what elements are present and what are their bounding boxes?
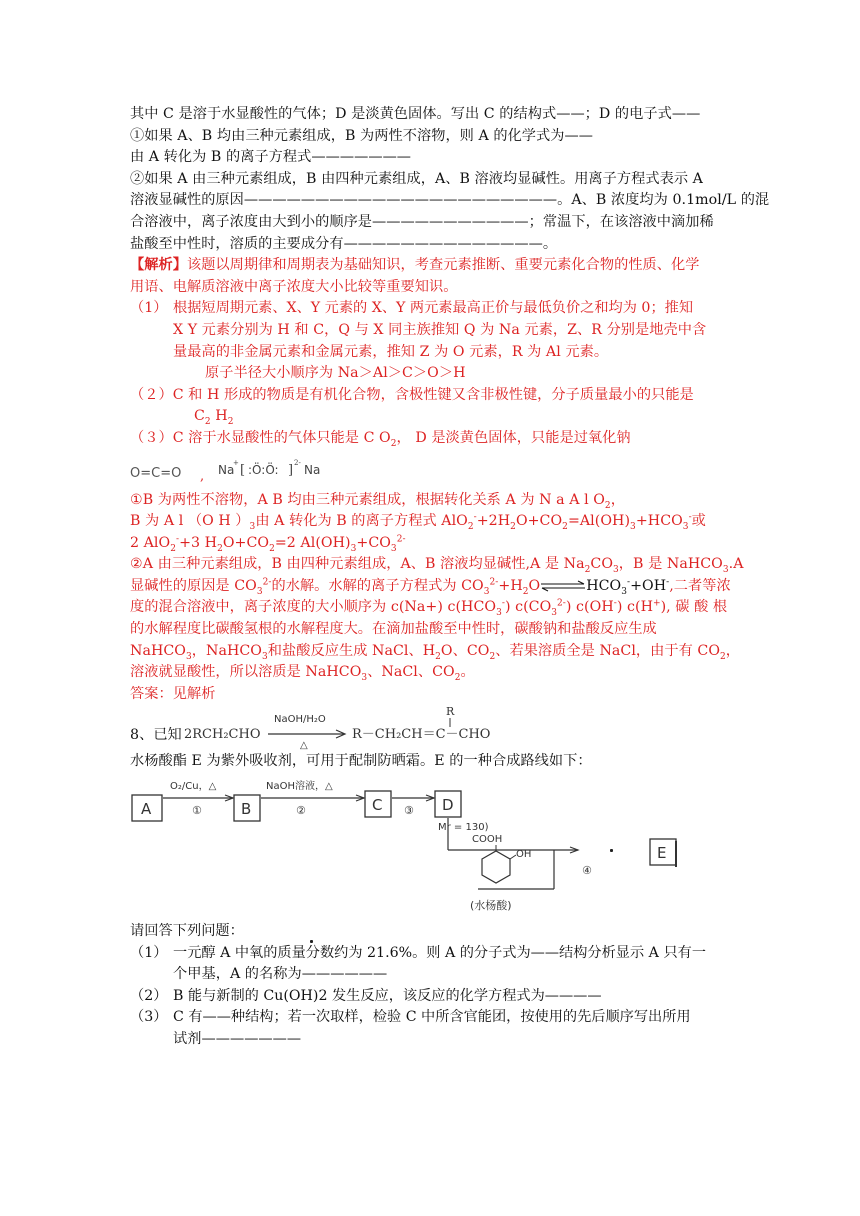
synthesis-route [130, 773, 736, 921]
analysis-line: 【解析】该题以周期律和周期表为基础知识，考查元素推断、重要元素化合物的性质、化学 [130, 257, 700, 274]
analysis-part-2: （２）C 和 H 形成的物质是有机化合物，含极性键又含非极性键，分子质量最小的只能是 [130, 386, 694, 403]
svg-text:④: ④ [582, 864, 592, 878]
q8-sub-1: 个甲基，A 的名称为—————— [173, 966, 388, 983]
question-1-line: 由 A 转化为 B 的离子方程式——————— [130, 149, 412, 166]
svg-text:R: R [446, 705, 455, 719]
svg-text:A: A [141, 800, 152, 819]
question-2-line: 溶液显碱性的原因——————————————————————。A、B 浓度均为 0.1mol/L 的混 [130, 192, 770, 209]
known-reaction-image [184, 705, 604, 751]
svg-text:NaOH/H₂O: NaOH/H₂O [274, 714, 326, 726]
svg-text:Na: Na [218, 462, 235, 477]
svg-text:Na: Na [304, 462, 321, 477]
analysis-result-2: 的水解程度比碳酸氢根的水解程度大。在滴加盐酸至中性时，碳酸钠和盐酸反应生成 [130, 621, 657, 638]
question-2-line: 合溶液中，离子浓度由大到小的顺序是———————————；常温下，在该溶液中滴加稀 [130, 213, 714, 230]
c2h2-formula: $C_2$ $H_2$ [194, 408, 234, 428]
question-2-line: 盐酸至中性时，溶质的主要成分有——————————————。 [130, 235, 558, 252]
q8-sub-3: 试剂——————— [173, 1031, 302, 1047]
analysis-result-2: 度的混合溶液中，离子浓度的大小顺序为 c(Na+) $c(HCO_3^-)$ $c(CO_3^{2-})$ c(OH-) c(H+), 碳 酸 根 [130, 598, 728, 619]
svg-text:E: E [657, 844, 667, 863]
svg-text:O₂/Cu，△: O₂/Cu，△ [170, 781, 217, 793]
answer-line: 答案：见解析 [130, 685, 216, 702]
q8-known-reaction [130, 705, 736, 751]
svg-text:R－CH₂CH＝C－CHO: R－CH₂CH＝C－CHO [352, 727, 491, 743]
svg-text:B: B [241, 800, 252, 819]
q8-sub-3: （3） C 有——种结构；若一次取样，检验 C 中所含官能团，按使用的先后顺序写出所用 [130, 1009, 691, 1026]
comma: , [200, 468, 205, 484]
analysis-line: X Y 元素分别为 H 和 C，Q 与 X 同主族推知 Q 为 Na 元素，Z、R 分别是地壳中含 [173, 321, 707, 338]
analysis-result-1: ①B 为两性不溶物，A B 均由三种元素组成，根据转化关系 A 为 N a A l $O_2$， [130, 491, 625, 511]
stray-dot [610, 849, 613, 852]
radius-order: 原子半径大小顺序为 Na＞Al＞C＞O＞H [205, 365, 466, 382]
document-page [130, 104, 770, 1051]
question-1-line: ①如果 A、B 均由三种元素组成，B 为两性不溶物，则 A 的化学式为—— [130, 127, 593, 144]
structure-row [130, 450, 736, 490]
question-number: 8、已知 [130, 727, 182, 744]
na2o2-electron-formula [218, 456, 338, 486]
svg-text:①: ① [192, 804, 202, 818]
svg-text:2RCH₂CHO: 2RCH₂CHO [184, 727, 261, 743]
svg-text:NaOH溶液，△: NaOH溶液，△ [266, 781, 333, 793]
analysis-part-1: （1） 根据短周期元素、X、Y 元素的 X、Y 两元素最高正价与最低负价之和均为 0；推知 [130, 300, 694, 317]
analysis-line: 量最高的非金属元素和金属元素，推知 Z 为 O 元素，R 为 Al 元素。 [173, 343, 609, 360]
svg-text:②: ② [296, 804, 306, 818]
analysis-tag: 【解析】 [130, 257, 187, 274]
analysis-line: 用语、电解质溶液中离子浓度大小比较等重要知识。 [130, 278, 458, 295]
q8-intro: 水杨酸酯 E 为紫外吸收剂，可用于配制防晒霜。E 的一种合成路线如下： [130, 753, 592, 770]
synthesis-route-image [130, 777, 730, 925]
analysis-result-2: ②A 由三种元素组成，B 由四种元素组成，A、B 溶液均显碱性,A 是 $Na_2CO_3$，B 是 NaHCO$_3$.A [130, 556, 744, 576]
analysis-result-1: B 为 A l （O H ）$_3$由 A 转化为 B 的离子方程式 $AlO_2^-+2H_2O+CO_2=Al(OH)_3+HCO_3^-$或 [130, 512, 706, 532]
svg-text:(水杨酸): (水杨酸) [470, 899, 512, 913]
analysis-part-3: （３）C 溶于水显酸性的气体只能是 C $O_2$， D 是淡黄色固体，只能是过氧化钠 [130, 429, 631, 449]
benzene-ring [482, 851, 510, 883]
analysis-result-2: 溶液就显酸性，所以溶质是 NaHCO$_3$、NaCl、$CO_2$。 [130, 664, 475, 684]
co2-structure-text: O=C=O [130, 465, 182, 481]
analysis-result-1: 2 AlO$_2$-+3 $H_2O+CO_2=2$ $Al(OH)_3+CO_3^{2-}$ [130, 533, 406, 554]
q8-sub-1: （1） 一元醇 A 中氧的质量分数约为 21.6%。则 A 的分子式为——结构分析显示 A 只有一 [130, 944, 707, 961]
svg-text:+: + [233, 458, 239, 467]
q8-sub-2: （2） B 能与新制的 Cu(OH)2 发生反应，该反应的化学方程式为———— [130, 987, 602, 1004]
svg-text:Mr = 130): Mr = 130) [438, 822, 489, 834]
svg-text:OH: OH [516, 849, 532, 861]
svg-text:]: ] [288, 462, 294, 478]
svg-text:2-: 2- [294, 458, 301, 467]
analysis-result-2: 显碱性的原因是 $CO_3^{2-}$的水解。水解的离子方程式为 $CO_3^{2-}+H_2O$ $HCO_3^-+OH^-$,二者等浓 [130, 577, 731, 597]
svg-text:COOH: COOH [472, 834, 503, 846]
svg-text:③: ③ [404, 804, 414, 818]
svg-text:C: C [372, 796, 383, 815]
svg-text::Ö:Ö:: :Ö:Ö: [248, 462, 279, 477]
stray-dot [310, 940, 313, 943]
svg-text:[: [ [240, 462, 246, 478]
svg-text:D: D [442, 796, 454, 815]
svg-text:△: △ [300, 740, 308, 752]
equilibrium-arrow [540, 580, 586, 592]
intro-line: 其中 C 是溶于水显酸性的气体；D 是淡黄色固体。写出 C 的结构式——；D 的电子式—— [130, 106, 701, 122]
analysis-result-2: NaHCO$_3$，NaHCO$_3$和盐酸反应生成 NaCl、$H_2O$、$CO_2$、若果溶质全是 NaCl，由于有 $CO_2$， [130, 642, 741, 662]
q8-ask: 请回答下列问题： [130, 923, 244, 940]
question-2-line: ②如果 A 由三种元素组成，B 由四种元素组成，A、B 溶液均显碱性。用离子方程式表示 A [130, 170, 703, 187]
